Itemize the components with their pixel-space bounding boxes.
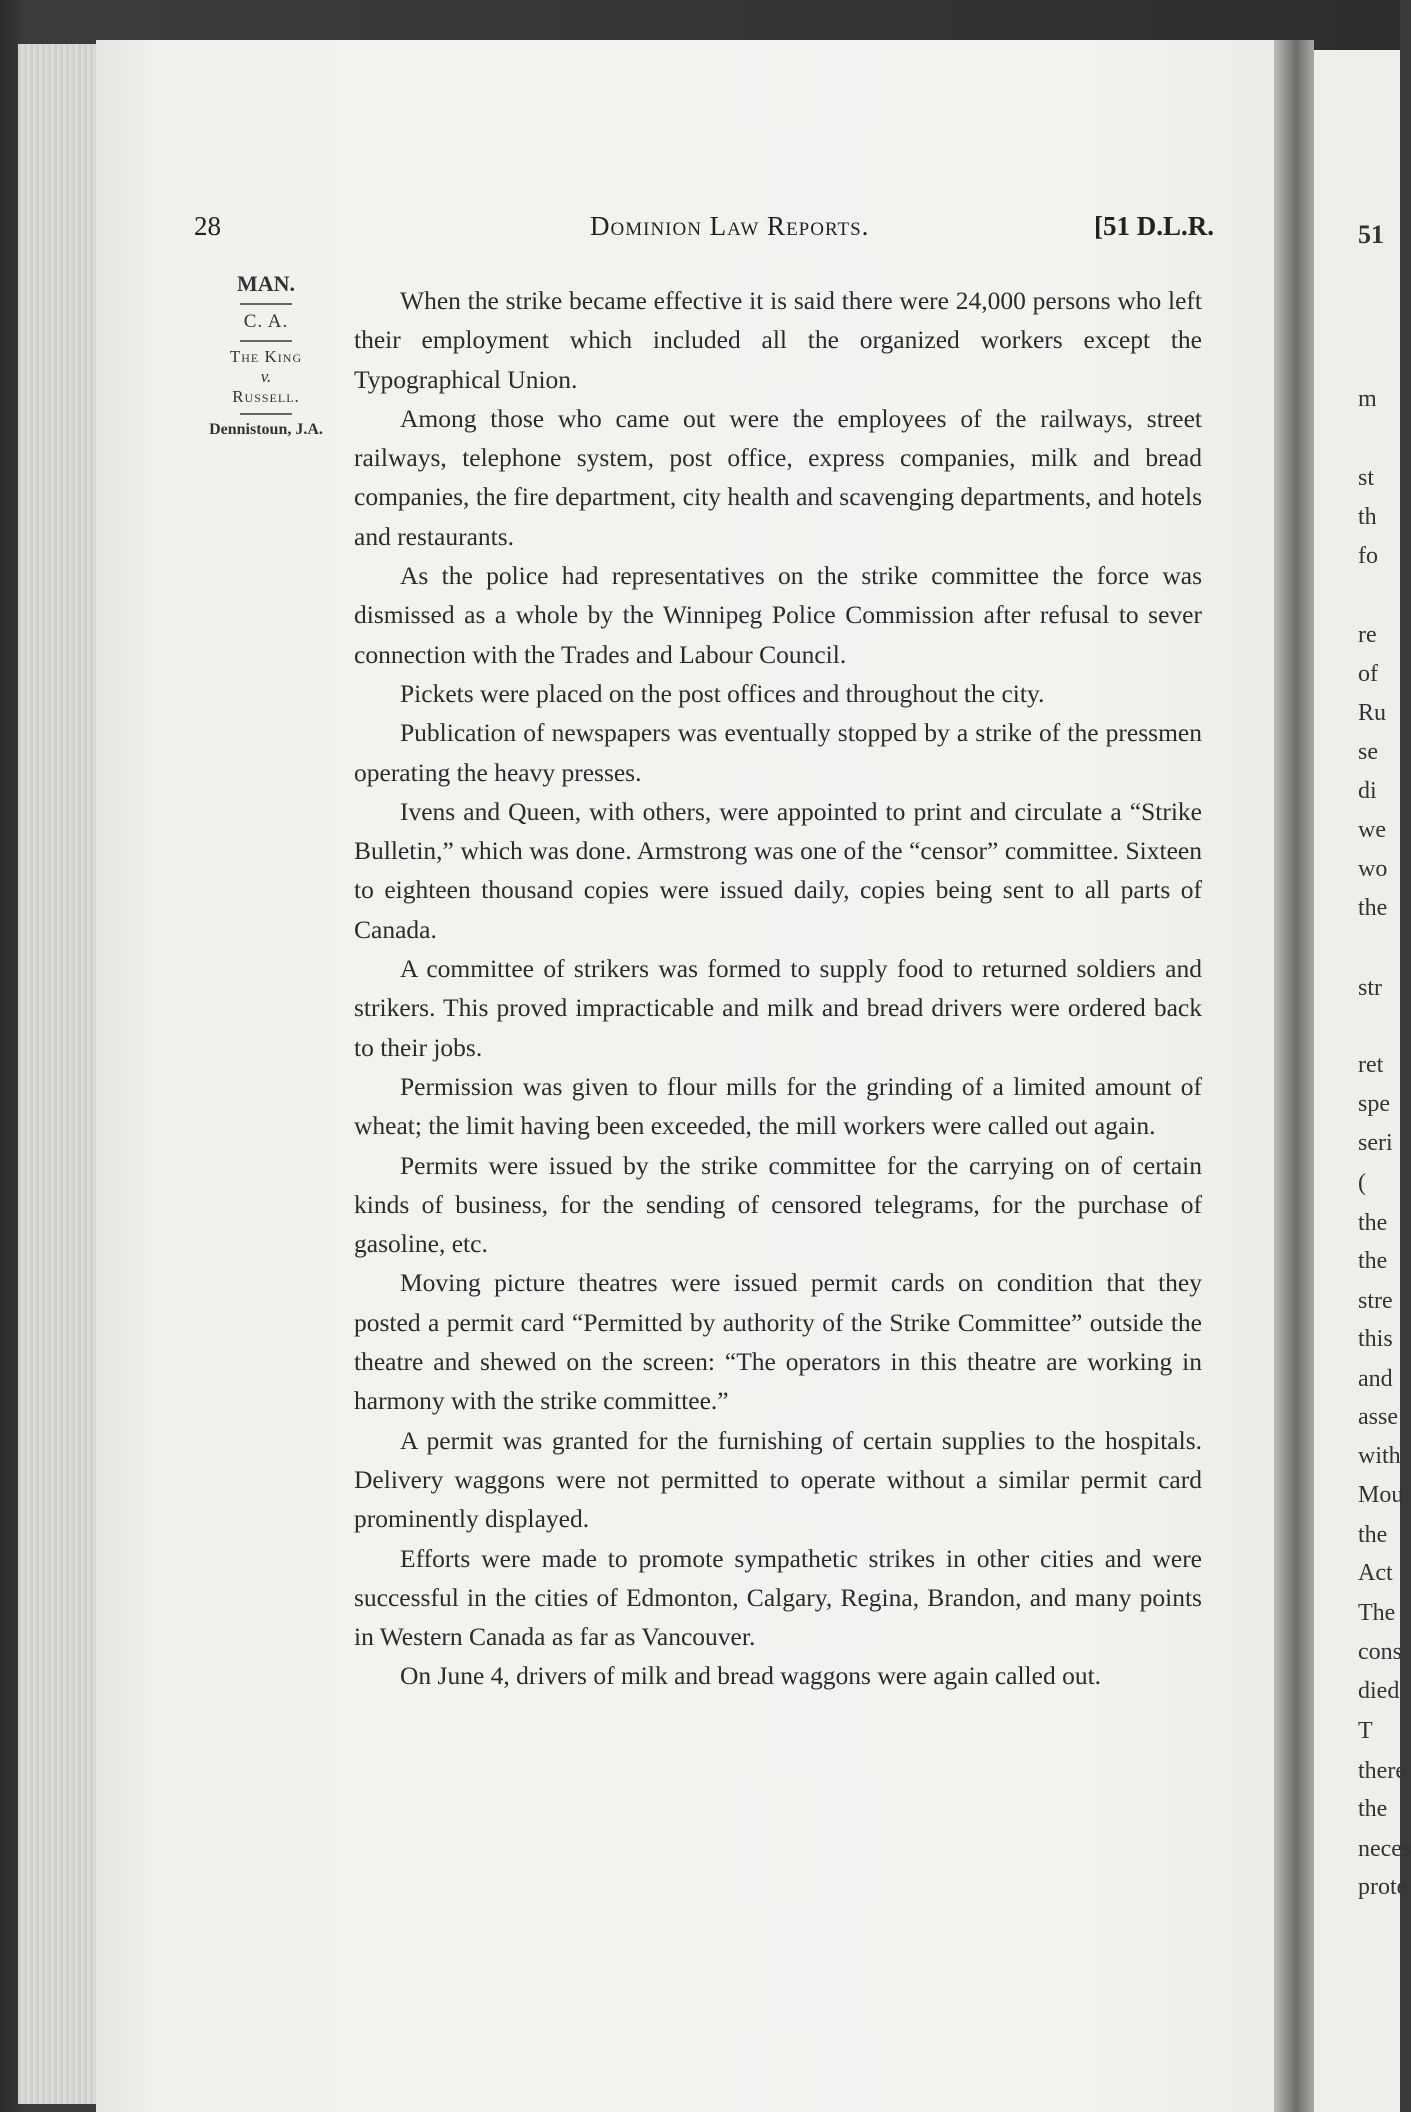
paragraph: As the police had representatives on the strike committee the force was dismissed as a whole by the Winnipeg Police Commission after refusal to sever connection with the Trades and Labour Council. [354, 561, 1202, 669]
paragraph: A committee of strikers was formed to supply food to returned soldiers and strikers. This proved impracticable and milk and bread drivers were ordered back to their jobs. [354, 954, 1202, 1062]
facing-fragment: The [1358, 1600, 1396, 1626]
facing-fragment: m [1358, 386, 1377, 412]
facing-fragment: the [1358, 1796, 1388, 1822]
sidebar-rule [240, 413, 292, 415]
paragraph: On June 4, drivers of milk and bread waggons were again called out. [400, 1661, 1102, 1691]
facing-fragment: wo [1358, 856, 1388, 882]
facing-fragment: the [1358, 1522, 1388, 1548]
facing-fragment: Act [1358, 1560, 1393, 1586]
facing-fragment: 51 [1358, 220, 1384, 249]
facing-fragment: neces [1358, 1836, 1411, 1862]
book-gutter-shadow [1274, 40, 1314, 2112]
running-title: Dominion Law Reports. [590, 211, 870, 241]
page-number: 28 [194, 211, 221, 241]
facing-fragment: stre [1358, 1288, 1393, 1314]
facing-fragment: prote [1358, 1874, 1408, 1900]
facing-fragment: str [1358, 975, 1382, 1001]
facing-fragment: ret [1358, 1052, 1384, 1078]
facing-fragment: this [1358, 1326, 1393, 1352]
paragraph: Permits were issued by the strike committee for the carrying on of certain kinds of business, for the sending of censored telegrams, for the purchase of gasoline, etc. [354, 1150, 1202, 1259]
volume-reference: [51 D.L.R. [1094, 211, 1214, 241]
facing-fragment: Mou [1358, 1482, 1404, 1508]
paragraph: Efforts were made to promote sympathetic strikes in other cities and were successful in the cities of Edmonton, Calgary, Regina, Brandon, and many points in Western Canada as far as Vancouver. [354, 1543, 1202, 1652]
facing-fragment: we [1358, 817, 1386, 843]
facing-fragment: ( [1358, 1170, 1366, 1196]
facing-page-edge [1314, 50, 1411, 2112]
facing-fragment: the [1358, 895, 1388, 921]
facing-fragment: di [1358, 778, 1377, 804]
facing-fragment: died. [1358, 1678, 1406, 1704]
paragraph: Ivens and Queen, with others, were appointed to print and circulate a “Strike Bulletin,” which was done. Armstrong was one of the “censor” committee. Sixteen to eighteen thousand copies were issued daily, copies being sent to all parts of Canada. [354, 796, 1202, 944]
sidebar-judge: Dennistoun, J.A. [209, 421, 323, 438]
facing-fragment: and [1358, 1366, 1393, 1392]
sidebar-rule [240, 303, 292, 305]
facing-fragment: asse [1358, 1404, 1398, 1430]
paragraph: Pickets were placed on the post offices and throughout the city. [400, 678, 1045, 708]
body-text [354, 281, 1202, 1696]
facing-fragment: spe [1358, 1091, 1390, 1117]
sidebar-party-plaintiff: The King [229, 347, 303, 366]
facing-fragment: seri [1358, 1130, 1393, 1156]
facing-fragment: T [1358, 1718, 1373, 1744]
paragraph: Permission was given to flour mills for the grinding of a limited amount of wheat; the limit having been exceeded, the mill workers were called out again. [354, 1071, 1202, 1141]
paragraph: A permit was granted for the furnishing of certain supplies to the hospitals. Delivery waggons were not permitted to operate without a similar permit card prominently displayed. [354, 1425, 1202, 1534]
page-edge-stack [18, 44, 97, 2104]
paragraph: Publication of newspapers was eventually stopped by a strike of the pressmen operating the heavy presses. [354, 718, 1202, 787]
sidebar-rule [240, 340, 292, 342]
sidebar-party-defendant: Russell. [232, 387, 300, 406]
paragraph: Among those who came out were the employees of the railways, street railways, telephone system, post office, express companies, milk and bread companies, the fire department, city health and scavenging departments, and hotels and restaurants. [354, 403, 1202, 551]
facing-fragment: of [1358, 661, 1378, 687]
facing-fragment: re [1358, 622, 1377, 648]
sidebar-versus: v. [260, 367, 272, 386]
case-sidebar [186, 270, 346, 441]
facing-fragment: st [1358, 465, 1375, 491]
facing-fragment: se [1358, 739, 1378, 765]
facing-fragment: cons [1358, 1639, 1402, 1665]
facing-fragment: there [1358, 1758, 1406, 1784]
facing-fragment: fo [1358, 543, 1378, 569]
facing-fragment: with [1358, 1443, 1401, 1469]
paragraph: Moving picture theatres were issued permit cards on condition that they posted a permit card “Permitted by authority of the Strike Committee” outside the theatre and shewed on the screen: “The operators in this theatre are working in harmony with the strike committee.” [354, 1268, 1202, 1416]
sidebar-jurisdiction: MAN. [236, 271, 296, 296]
facing-fragment: the [1358, 1248, 1388, 1274]
facing-fragment: th [1358, 504, 1377, 530]
facing-fragment: the [1358, 1210, 1388, 1236]
facing-fragment: Ru [1358, 700, 1387, 726]
sidebar-court: C. A. [243, 311, 289, 332]
paragraph: When the strike became effective it is said there were 24,000 persons who left their employment which included all the organized workers except the Typographical Union. [354, 286, 1202, 394]
